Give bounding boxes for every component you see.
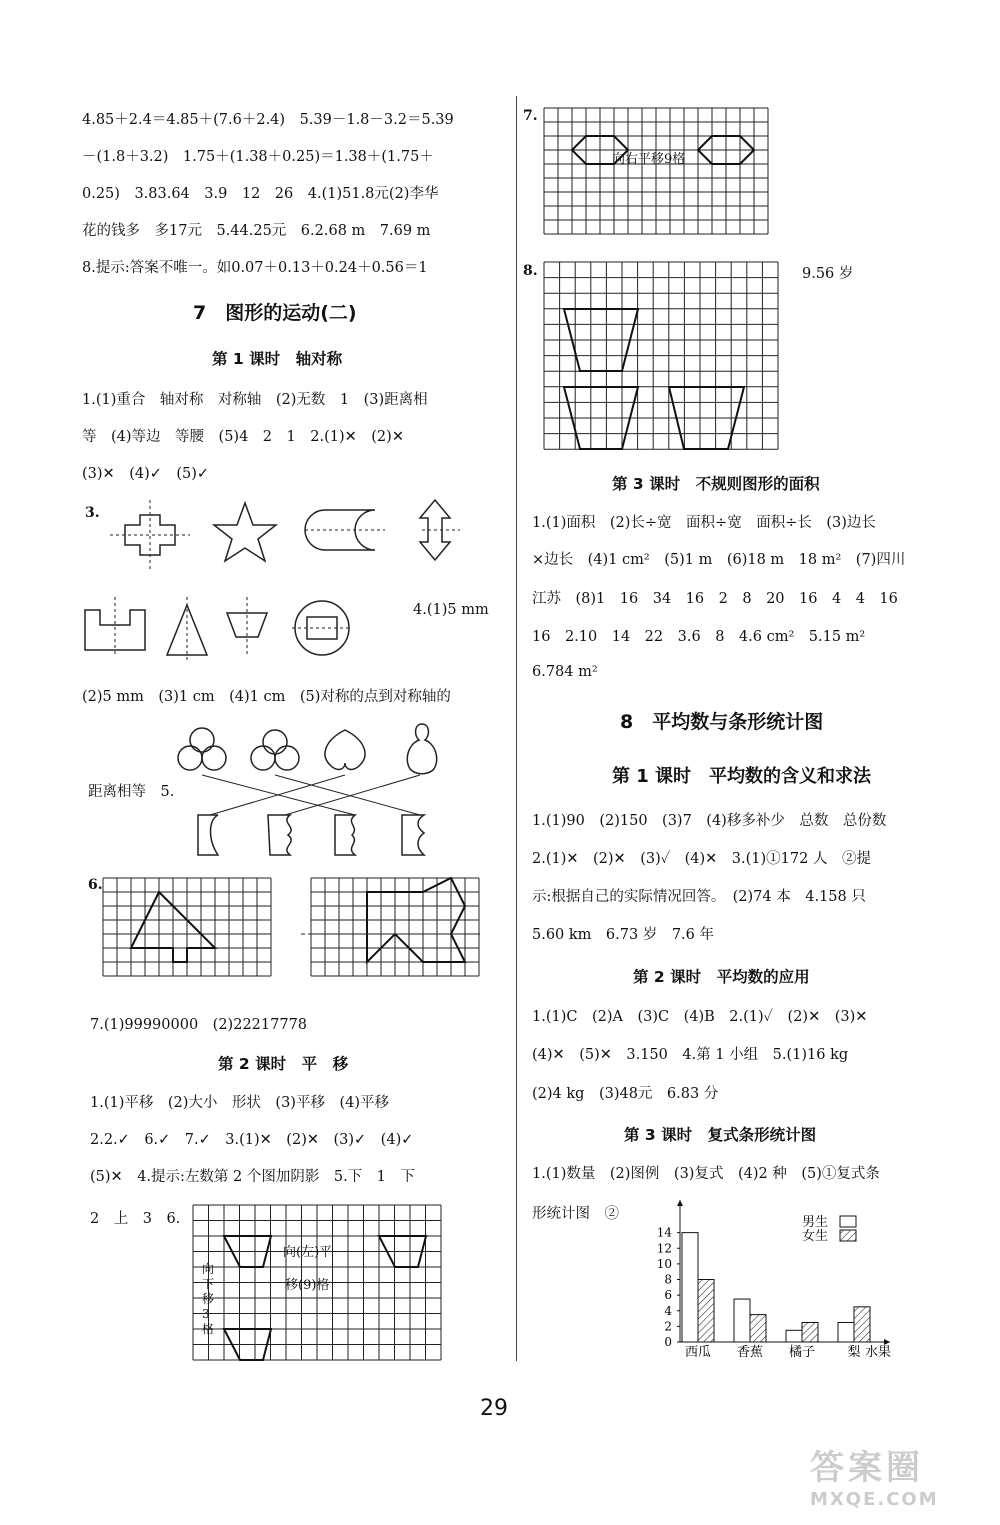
bar [854,1307,870,1342]
lesson-title: 第 3 课时 不规则图形的面积 [612,475,820,493]
answer-line: 5.60 km 6.73 岁 7.6 年 [532,927,714,943]
answer-line: 1.(1)重合 轴对称 对称轴 (2)无数 1 (3)距离相 [82,392,428,408]
question-label: 7. [523,108,538,124]
answer-line: 16 2.10 14 22 3.6 8 4.6 cm² 5.15 m² [532,629,866,645]
answer-line: 9.56 岁 [802,266,854,282]
x-tick-label: 橘子 [788,1345,816,1360]
answer-line: 4.(1)5 mm [413,602,489,618]
answer-line: (2)5 mm (3)1 cm (4)1 cm (5)对称的点到对称轴的 [82,689,451,705]
answer-line: 1.(1)90 (2)150 (3)7 (4)移多补少 总数 总份数 [532,813,887,829]
bar [734,1299,750,1342]
legend-swatch [840,1230,856,1241]
lesson-title: 第 3 课时 复式条形统计图 [624,1126,817,1144]
bar [802,1322,818,1342]
symmetry-figures-row1 [100,495,480,575]
bar [750,1315,766,1342]
double-bar-chart [640,1200,900,1365]
grid-figure-hexagons [544,108,770,243]
watermark-logo-text: 答案圈 [810,1448,924,1488]
answer-line: 1.(1)平移 (2)大小 形状 (3)平移 (4)平移 [90,1095,389,1111]
lesson-title: 第 1 课时 轴对称 [212,350,343,368]
x-tick-label: 梨 [847,1345,861,1360]
answer-line: 江苏 (8)1 16 34 16 2 8 20 16 4 4 16 [532,591,898,607]
column-divider [516,96,517,1361]
answer-line: (5)✕ 4.提示:左数第 2 个图加阴影 5.下 1 下 [90,1169,415,1185]
translate-right-label: 向右平移9格 [612,152,686,167]
question-label: 8. [523,263,538,279]
answer-line: 2.2.✓ 6.✓ 7.✓ 3.(1)✕ (2)✕ (3)✓ (4)✓ [90,1132,414,1148]
answer-line: 示:根据自己的实际情况回答。 (2)74 本 4.158 只 [532,889,866,905]
answer-line: 形统计图 ② [532,1206,619,1222]
y-axis-arrow [677,1200,683,1206]
y-tick-label: 12 [656,1241,672,1256]
watermark-url: MXQE.COM [810,1489,939,1510]
answer-line: 8.提示:答案不唯一。如0.07＋0.13＋0.24＋0.56＝1 [82,260,428,276]
translate-down-label: 向下移3格 [202,1262,215,1336]
legend-label: 女生 [802,1229,829,1244]
answer-line: (3)✕ (4)✓ (5)✓ [82,466,210,482]
bar [682,1233,698,1342]
answer-line: ×边长 (4)1 cm² (5)1 m (6)18 m 18 m² (7)四川 [532,552,906,568]
symmetry-figures-row2 [82,595,382,665]
legend-label: 男生 [802,1215,829,1230]
answer-line: －(1.8＋3.2) 1.75＋(1.38＋0.25)＝1.38＋(1.75＋ [82,149,434,165]
legend-swatch [840,1216,856,1227]
lesson-title: 第 2 课时 平 移 [218,1055,349,1073]
question-label: 6. [88,877,103,893]
answer-line: 6.784 m² [532,664,598,680]
x-axis-label: 水果 [864,1345,892,1360]
x-tick-label: 西瓜 [684,1345,712,1360]
answer-line: 1.(1)数量 (2)图例 (3)复式 (4)2 种 (5)①复式条 [532,1166,880,1182]
bar [786,1330,802,1342]
matching-figures [180,720,450,860]
translate-left-label: 向(左)平 [283,1245,333,1260]
watermark [810,1440,990,1520]
answer-line: 1.(1)C (2)A (3)C (4)B 2.(1)✓ (2)✕ (3)✕ [532,1009,868,1025]
translate-left-label: 移(9)格 [285,1278,330,1293]
answer-line: 花的钱多 多17元 5.44.25元 6.2.68 m 7.69 m [82,223,431,239]
answer-line: 距离相等 5. [88,784,175,800]
question-label: 3. [85,505,100,521]
chapter-title: 8 平均数与条形统计图 [620,711,824,733]
y-tick-label: 2 [664,1319,672,1334]
answer-line: (4)✕ (5)✕ 3.150 4.第 1 小组 5.(1)16 kg [532,1047,849,1063]
page-number: 29 [480,1396,508,1421]
lesson-title: 第 1 课时 平均数的含义和求法 [612,766,872,787]
grid-figure-arrow-tree [103,878,283,978]
answer-line: 4.85＋2.4＝4.85＋(7.6＋2.4) 5.39－1.8－3.2＝5.39 [82,112,454,128]
y-tick-label: 0 [664,1335,672,1349]
bar [838,1322,854,1342]
grid-figure-trapezoids [544,262,784,450]
grid-figure-bow [311,878,491,978]
answer-line: 等 (4)等边 等腰 (5)4 2 1 2.(1)✕ (2)✕ [82,429,404,445]
bar [698,1280,714,1343]
answer-line: 2.(1)✕ (2)✕ (3)✓ (4)✕ 3.(1)①172 人 ②提 [532,851,871,867]
y-tick-label: 10 [656,1256,672,1271]
y-tick-label: 4 [664,1303,672,1318]
answer-line: (2)4 kg (3)48元 6.83 分 [532,1086,719,1102]
chapter-title: 7 图形的运动(二) [193,302,357,324]
answer-line: 2 上 3 6. [90,1211,181,1227]
answer-line: 7.(1)99990000 (2)22217778 [90,1017,308,1033]
answer-line: 0.25) 3.83.64 3.9 12 26 4.(1)51.8元(2)李华 [82,186,439,202]
y-tick-label: 14 [656,1225,672,1240]
answer-line: 1.(1)面积 (2)长÷宽 面积÷宽 面积÷长 (3)边长 [532,515,876,531]
x-tick-label: 香蕉 [736,1345,764,1360]
y-tick-label: 6 [664,1288,672,1303]
y-tick-label: 8 [664,1272,672,1287]
lesson-title: 第 2 课时 平均数的应用 [633,968,810,986]
